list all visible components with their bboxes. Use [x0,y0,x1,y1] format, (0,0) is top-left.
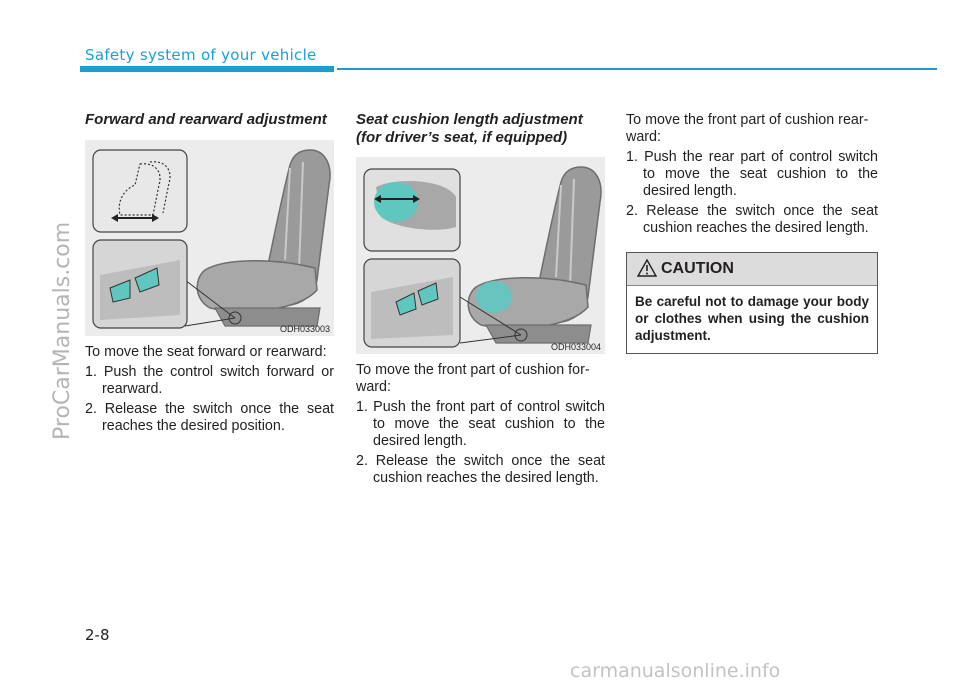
header-bar-thick [80,66,334,72]
header-bar-thin [337,68,937,70]
cushion-length-heading-line1: Seat cushion length adjustment [356,111,583,128]
seat-illustration-1 [85,140,334,336]
figure-seat-cushion-length [356,157,605,354]
cushion-rearward-steps [626,149,878,240]
forward-rearward-steps [85,364,334,438]
step-item: 2. Release the switch once the seat cushion reaches the desired length. [356,453,605,486]
caution-box [626,252,878,354]
step-item: 2. Release the switch once the seat cushion reaches the desired length. [626,203,878,236]
watermark-bottom: carmanualsonline.info [570,660,781,682]
cushion-length-heading-line2: (for driver’s seat, if equipped) [356,129,568,146]
caution-header [627,253,877,286]
caution-title: CAUTION [661,260,734,277]
seat-illustration-2 [356,157,605,354]
step-item: 2. Release the switch once the seat reaches the desired position. [85,401,334,434]
figure-code-1: ODH033003 [279,324,330,334]
forward-rearward-heading: Forward and rearward adjustment [85,111,327,128]
watermark-left: ProCarManuals.com [50,221,75,440]
forward-rearward-intro: To move the seat forward or rearward: [85,344,327,360]
figure-seat-forward-rearward [85,140,334,336]
step-item: 1. Push the rear part of control switch to move the seat cushion to the desired length. [626,149,878,199]
page-number: 2-8 [85,626,110,644]
cushion-rearward-intro: To move the front part of cushion rear-ward: [626,112,869,145]
caution-body: Be careful not to damage your body or clothes when using the cushion adjustment. [635,294,869,343]
cushion-length-heading [356,111,608,147]
cushion-forward-steps [356,399,605,490]
figure-code-2: ODH033004 [550,342,601,352]
step-item: 1. Push the front part of control switch to move the seat cushion to the desired length. [356,399,605,449]
warning-triangle-icon [637,259,657,277]
section-header-title: Safety system of your vehicle [85,46,317,64]
cushion-forward-intro: To move the front part of cushion for-ward: [356,362,590,395]
step-item: 1. Push the control switch forward or rearward. [85,364,334,397]
